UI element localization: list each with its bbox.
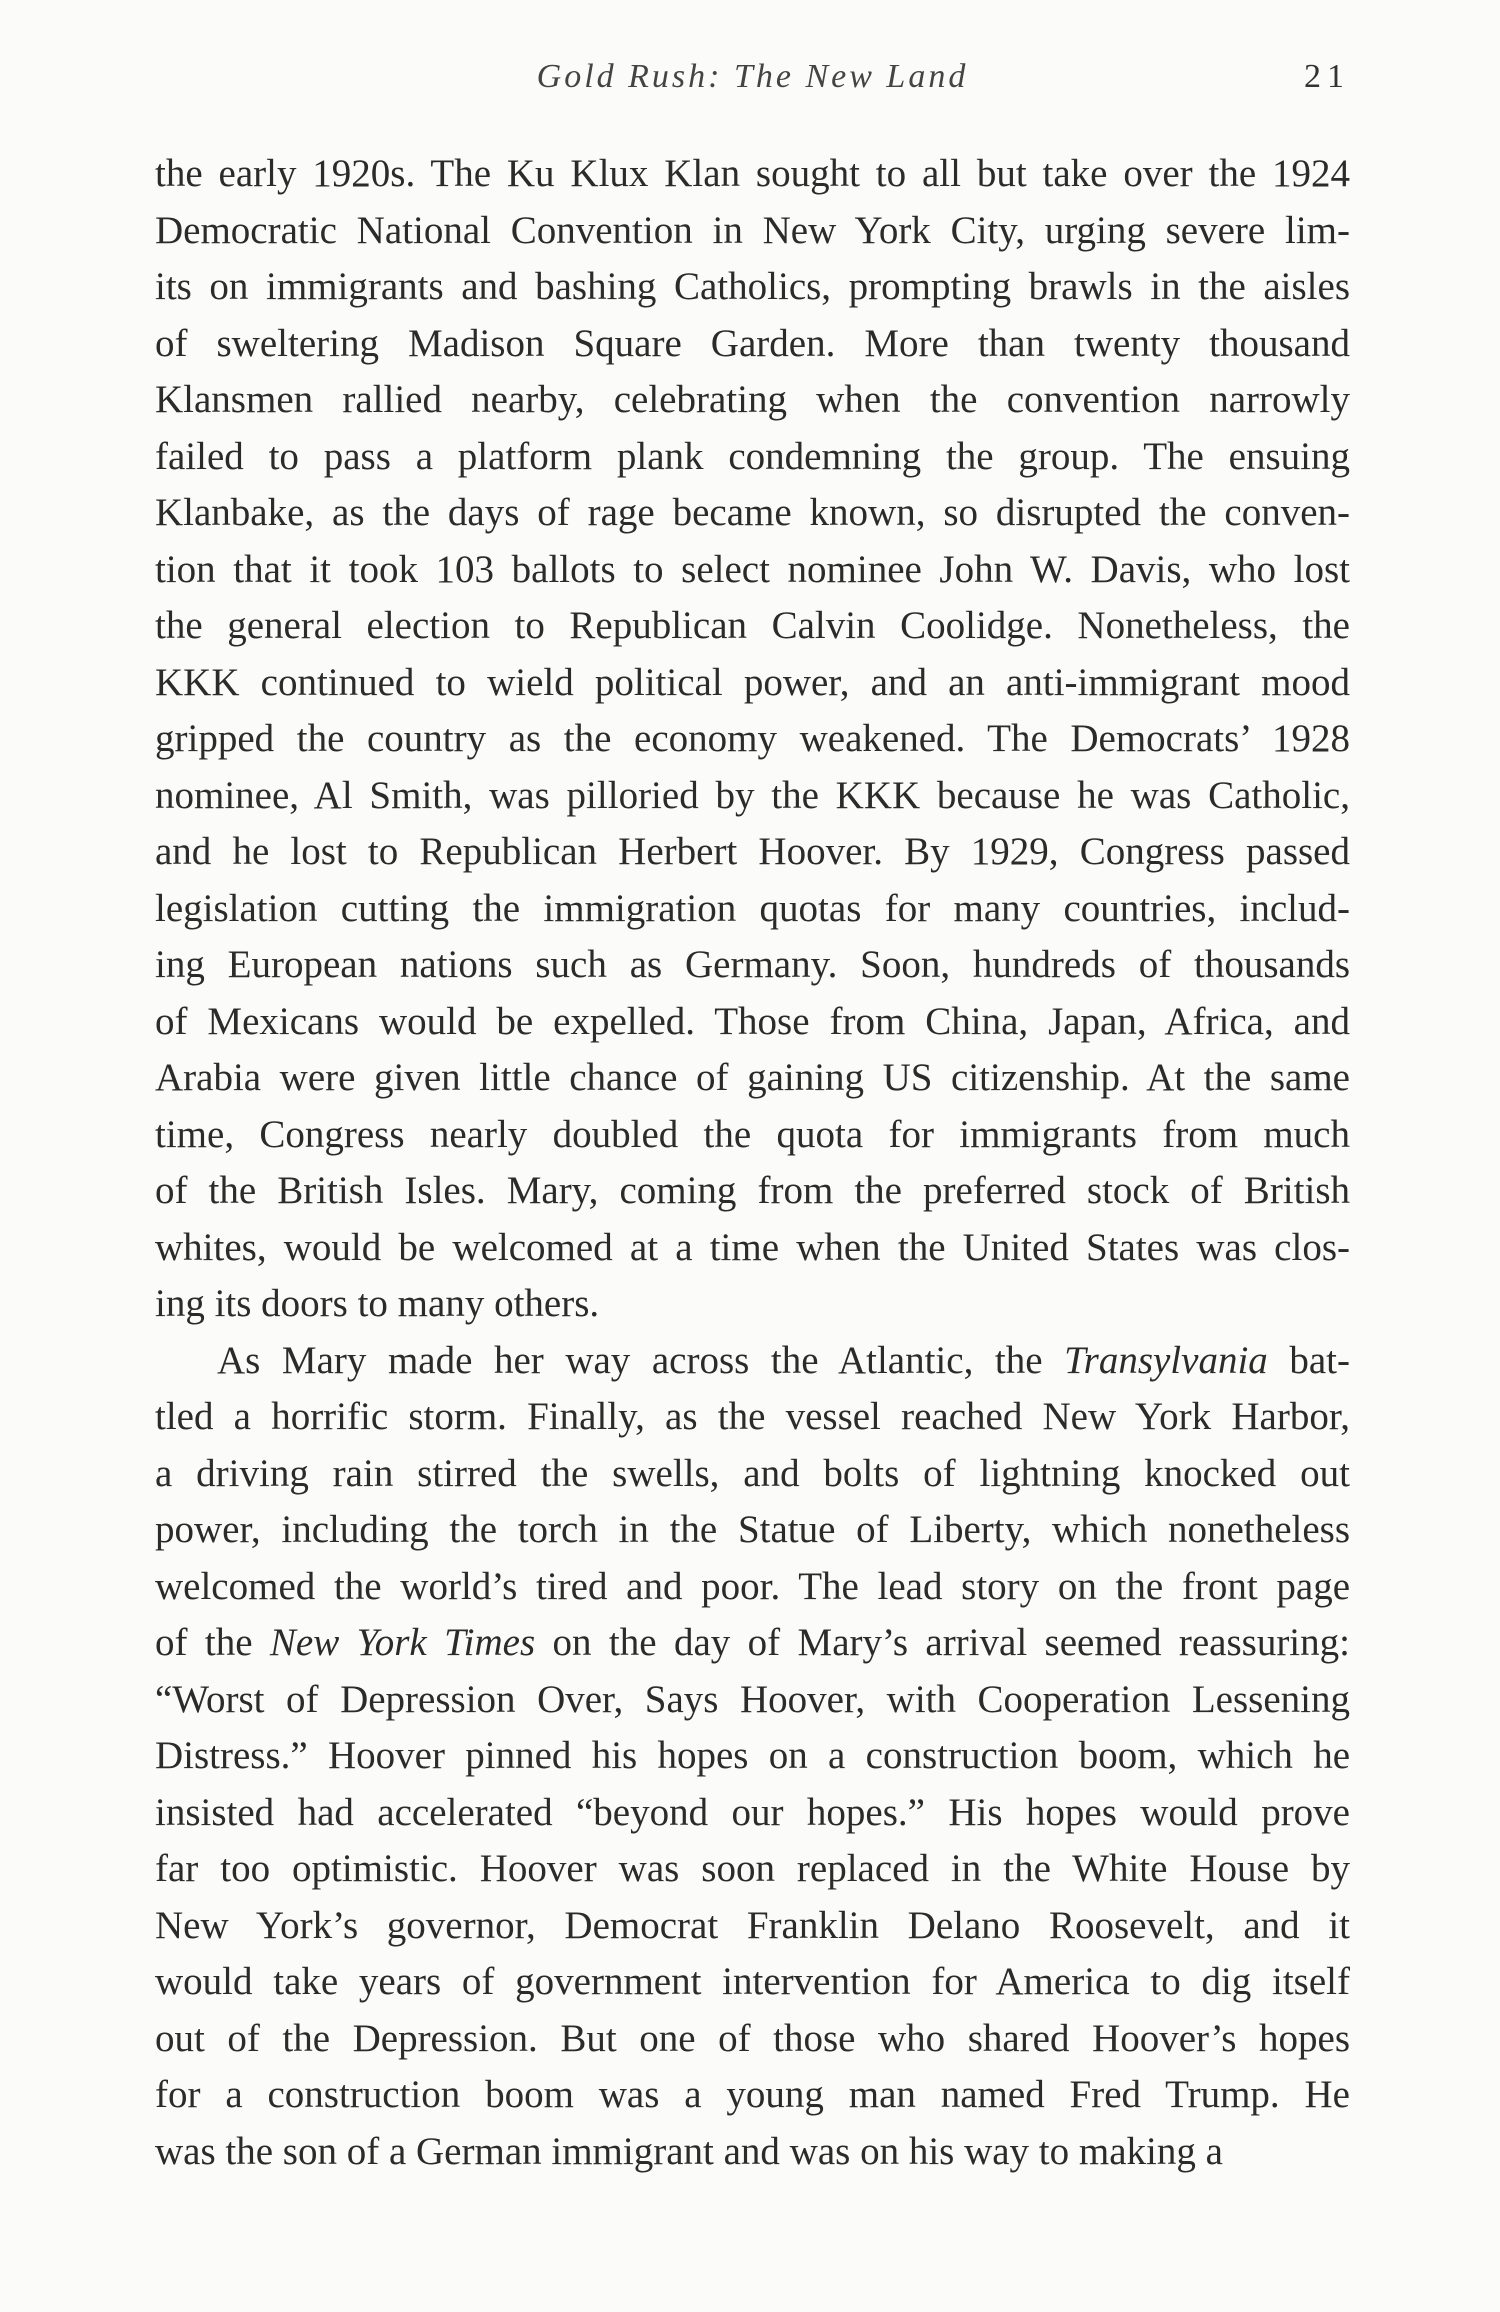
italic-title: New York Times — [269, 1621, 536, 1664]
text-line: Klansmen rallied nearby, celebrating when the convention narrowly — [155, 378, 1350, 421]
paragraph — [155, 1333, 1350, 2181]
text-line: whites, would be welcomed at a time when the United States was clos- — [155, 1225, 1350, 1269]
text-line: of the New York Times on the day of Mary’s arrival seemed reassuring: — [155, 1621, 1350, 1664]
text-line: time, Congress nearly doubled the quota for immigrants from much — [155, 1112, 1350, 1156]
page-number: 21 — [1304, 58, 1350, 95]
text-line: nominee, Al Smith, was pilloried by the KKK because he was Catholic, — [155, 773, 1350, 817]
italic-title: Transylvania — [1064, 1338, 1268, 1382]
text-line: tled a horrific storm. Finally, as the vessel reached New York Harbor, — [155, 1395, 1350, 1438]
text-line: out of the Depression. But one of those who shared Hoover’s hopes — [155, 2016, 1350, 2060]
text-line: was the son of a German immigrant and was on his way to making a — [155, 2129, 1223, 2173]
text-line: gripped the country as the economy weakened. The Democrats’ 1928 — [155, 717, 1350, 760]
text-line: power, including the torch in the Statue of Liberty, which nonetheless — [155, 1508, 1350, 1551]
text-line: tion that it took 103 ballots to select nominee John W. Davis, who lost — [155, 547, 1350, 591]
text-line: would take years of government intervention for America to dig itself — [155, 1960, 1350, 2003]
paragraph — [155, 146, 1350, 1333]
text-line: Klanbake, as the days of rage became known, so disrupted the conven- — [155, 491, 1350, 534]
body-text — [155, 146, 1350, 2180]
text-line: ing European nations such as Germany. Soon, hundreds of thousands — [155, 943, 1350, 986]
running-title: Gold Rush: The New Land — [536, 58, 969, 95]
text-line: a driving rain stirred the swells, and bolts of lightning knocked out — [155, 1451, 1350, 1495]
text-line: the general election to Republican Calvin Coolidge. Nonetheless, the — [155, 604, 1350, 647]
text-line: and he lost to Republican Herbert Hoover. By 1929, Congress passed — [155, 830, 1350, 873]
text-line: As Mary made her way across the Atlantic, the Transylvania bat- — [217, 1338, 1350, 1382]
text-line: failed to pass a platform plank condemning the group. The ensuing — [155, 434, 1350, 478]
text-line: legislation cutting the immigration quotas for many countries, includ- — [155, 886, 1350, 930]
text-line: Distress.” Hoover pinned his hopes on a construction boom, which he — [155, 1734, 1350, 1777]
text-line: KKK continued to wield political power, and an anti-immigrant mood — [155, 660, 1350, 704]
text-line: of sweltering Madison Square Garden. More than twenty thousand — [155, 321, 1350, 365]
text-line: welcomed the world’s tired and poor. The lead story on the front page — [155, 1564, 1350, 1608]
running-header — [155, 58, 1350, 108]
text-line: “Worst of Depression Over, Says Hoover, with Cooperation Lessening — [155, 1677, 1350, 1721]
text-line: insisted had accelerated “beyond our hopes.” His hopes would prove — [155, 1790, 1350, 1834]
text-line: the early 1920s. The Ku Klux Klan sought to all but take over the 1924 — [155, 152, 1350, 195]
text-line: its on immigrants and bashing Catholics, prompting brawls in the aisles — [155, 265, 1350, 308]
text-line: of the British Isles. Mary, coming from the preferred stock of British — [155, 1169, 1350, 1212]
text-line: ing its doors to many others. — [155, 1282, 600, 1325]
text-line: New York’s governor, Democrat Franklin Delano Roosevelt, and it — [155, 1903, 1350, 1947]
text-line: for a construction boom was a young man named Fred Trump. He — [155, 2073, 1350, 2116]
text-line: far too optimistic. Hoover was soon replaced in the White House by — [155, 1847, 1350, 1890]
text-line: of Mexicans would be expelled. Those from China, Japan, Africa, and — [155, 999, 1350, 1043]
text-line: Arabia were given little chance of gaining US citizenship. At the same — [155, 1056, 1350, 1099]
text-line: Democratic National Convention in New York City, urging severe lim- — [155, 208, 1350, 252]
